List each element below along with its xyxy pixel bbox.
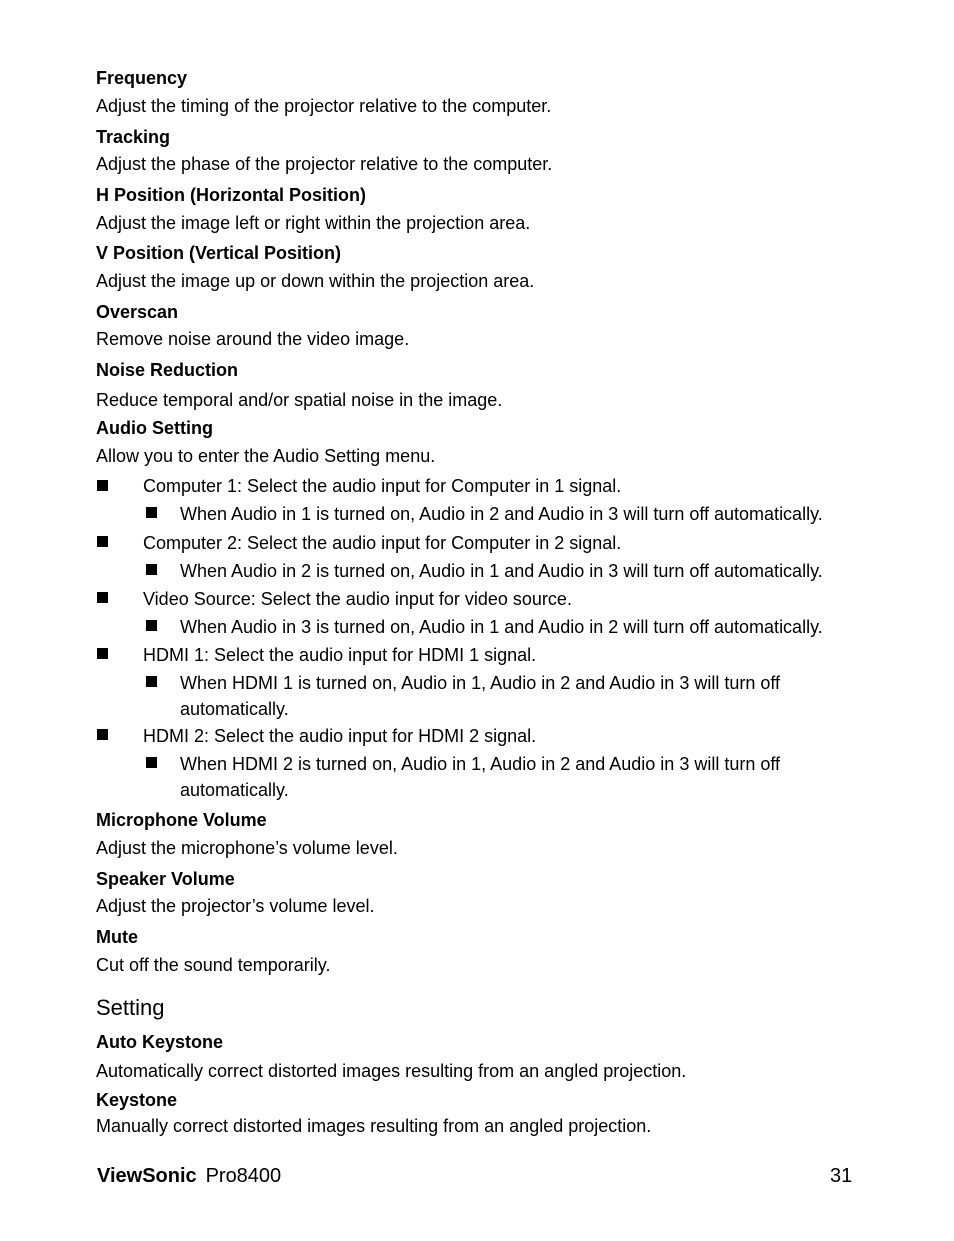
text-frequency: Adjust the timing of the projector relative to the computer. <box>96 96 552 116</box>
bullet-square-icon <box>97 480 108 491</box>
bullet-square-icon <box>97 536 108 547</box>
heading-auto-keystone: Auto Keystone <box>96 1032 224 1052</box>
heading-overscan: Overscan <box>96 302 179 322</box>
audio-item-hdmi1: HDMI 1: Select the audio input for HDMI 1 signal. <box>143 645 537 665</box>
sub-bullet-square-icon <box>146 620 157 631</box>
text-noise-reduction: Reduce temporal and/or spatial noise in the image. <box>96 390 503 410</box>
heading-v-position: V Position (Vertical Position) <box>96 243 342 263</box>
text-mute: Cut off the sound temporarily. <box>96 955 331 975</box>
footer-brand: ViewSonic <box>97 1165 197 1187</box>
heading-tracking: Tracking <box>96 127 171 147</box>
heading-speaker-volume: Speaker Volume <box>96 869 235 889</box>
page-number: 31 <box>830 1165 853 1187</box>
audio-note-hdmi2-line2: automatically. <box>180 780 289 800</box>
audio-item-computer2: Computer 2: Select the audio input for Computer in 2 signal. <box>143 533 622 553</box>
footer <box>97 1165 281 1188</box>
text-keystone: Manually correct distorted images resulting from an angled projection. <box>96 1116 652 1136</box>
text-overscan: Remove noise around the video image. <box>96 329 410 349</box>
text-microphone-volume: Adjust the microphone’s volume level. <box>96 838 398 858</box>
heading-microphone-volume: Microphone Volume <box>96 810 267 830</box>
audio-item-computer1: Computer 1: Select the audio input for Computer in 1 signal. <box>143 476 622 496</box>
audio-note-hdmi1-line1: When HDMI 1 is turned on, Audio in 1, Audio in 2 and Audio in 3 will turn off <box>180 673 781 693</box>
audio-note-computer2: When Audio in 2 is turned on, Audio in 1 and Audio in 3 will turn off automatically. <box>180 561 823 581</box>
text-speaker-volume: Adjust the projector’s volume level. <box>96 896 375 916</box>
bullet-square-icon <box>97 592 108 603</box>
sub-bullet-square-icon <box>146 564 157 575</box>
audio-note-hdmi2-line1: When HDMI 2 is turned on, Audio in 1, Audio in 2 and Audio in 3 will turn off <box>180 754 781 774</box>
section-title-setting: Setting <box>96 995 165 1020</box>
audio-note-hdmi1-line2: automatically. <box>180 699 289 719</box>
heading-keystone: Keystone <box>96 1090 178 1110</box>
heading-frequency: Frequency <box>96 68 188 88</box>
bullet-square-icon <box>97 648 108 659</box>
text-v-position: Adjust the image up or down within the projection area. <box>96 271 535 291</box>
audio-item-video-source: Video Source: Select the audio input for video source. <box>143 589 572 609</box>
text-audio-setting: Allow you to enter the Audio Setting menu. <box>96 446 436 466</box>
heading-noise-reduction: Noise Reduction <box>96 360 239 380</box>
sub-bullet-square-icon <box>146 507 157 518</box>
text-tracking: Adjust the phase of the projector relative to the computer. <box>96 154 553 174</box>
audio-note-video-source: When Audio in 3 is turned on, Audio in 1 and Audio in 2 will turn off automatically. <box>180 617 823 637</box>
heading-mute: Mute <box>96 927 138 947</box>
audio-item-hdmi2: HDMI 2: Select the audio input for HDMI 2 signal. <box>143 726 537 746</box>
sub-bullet-square-icon <box>146 757 157 768</box>
heading-h-position: H Position (Horizontal Position) <box>96 185 366 205</box>
text-h-position: Adjust the image left or right within the projection area. <box>96 213 531 233</box>
bullet-square-icon <box>97 729 108 740</box>
text-auto-keystone: Automatically correct distorted images resulting from an angled projection. <box>96 1061 687 1081</box>
footer-model: Pro8400 <box>205 1165 282 1187</box>
sub-bullet-square-icon <box>146 676 157 687</box>
audio-note-computer1: When Audio in 1 is turned on, Audio in 2 and Audio in 3 will turn off automatically. <box>180 504 823 524</box>
heading-audio-setting: Audio Setting <box>96 418 213 438</box>
